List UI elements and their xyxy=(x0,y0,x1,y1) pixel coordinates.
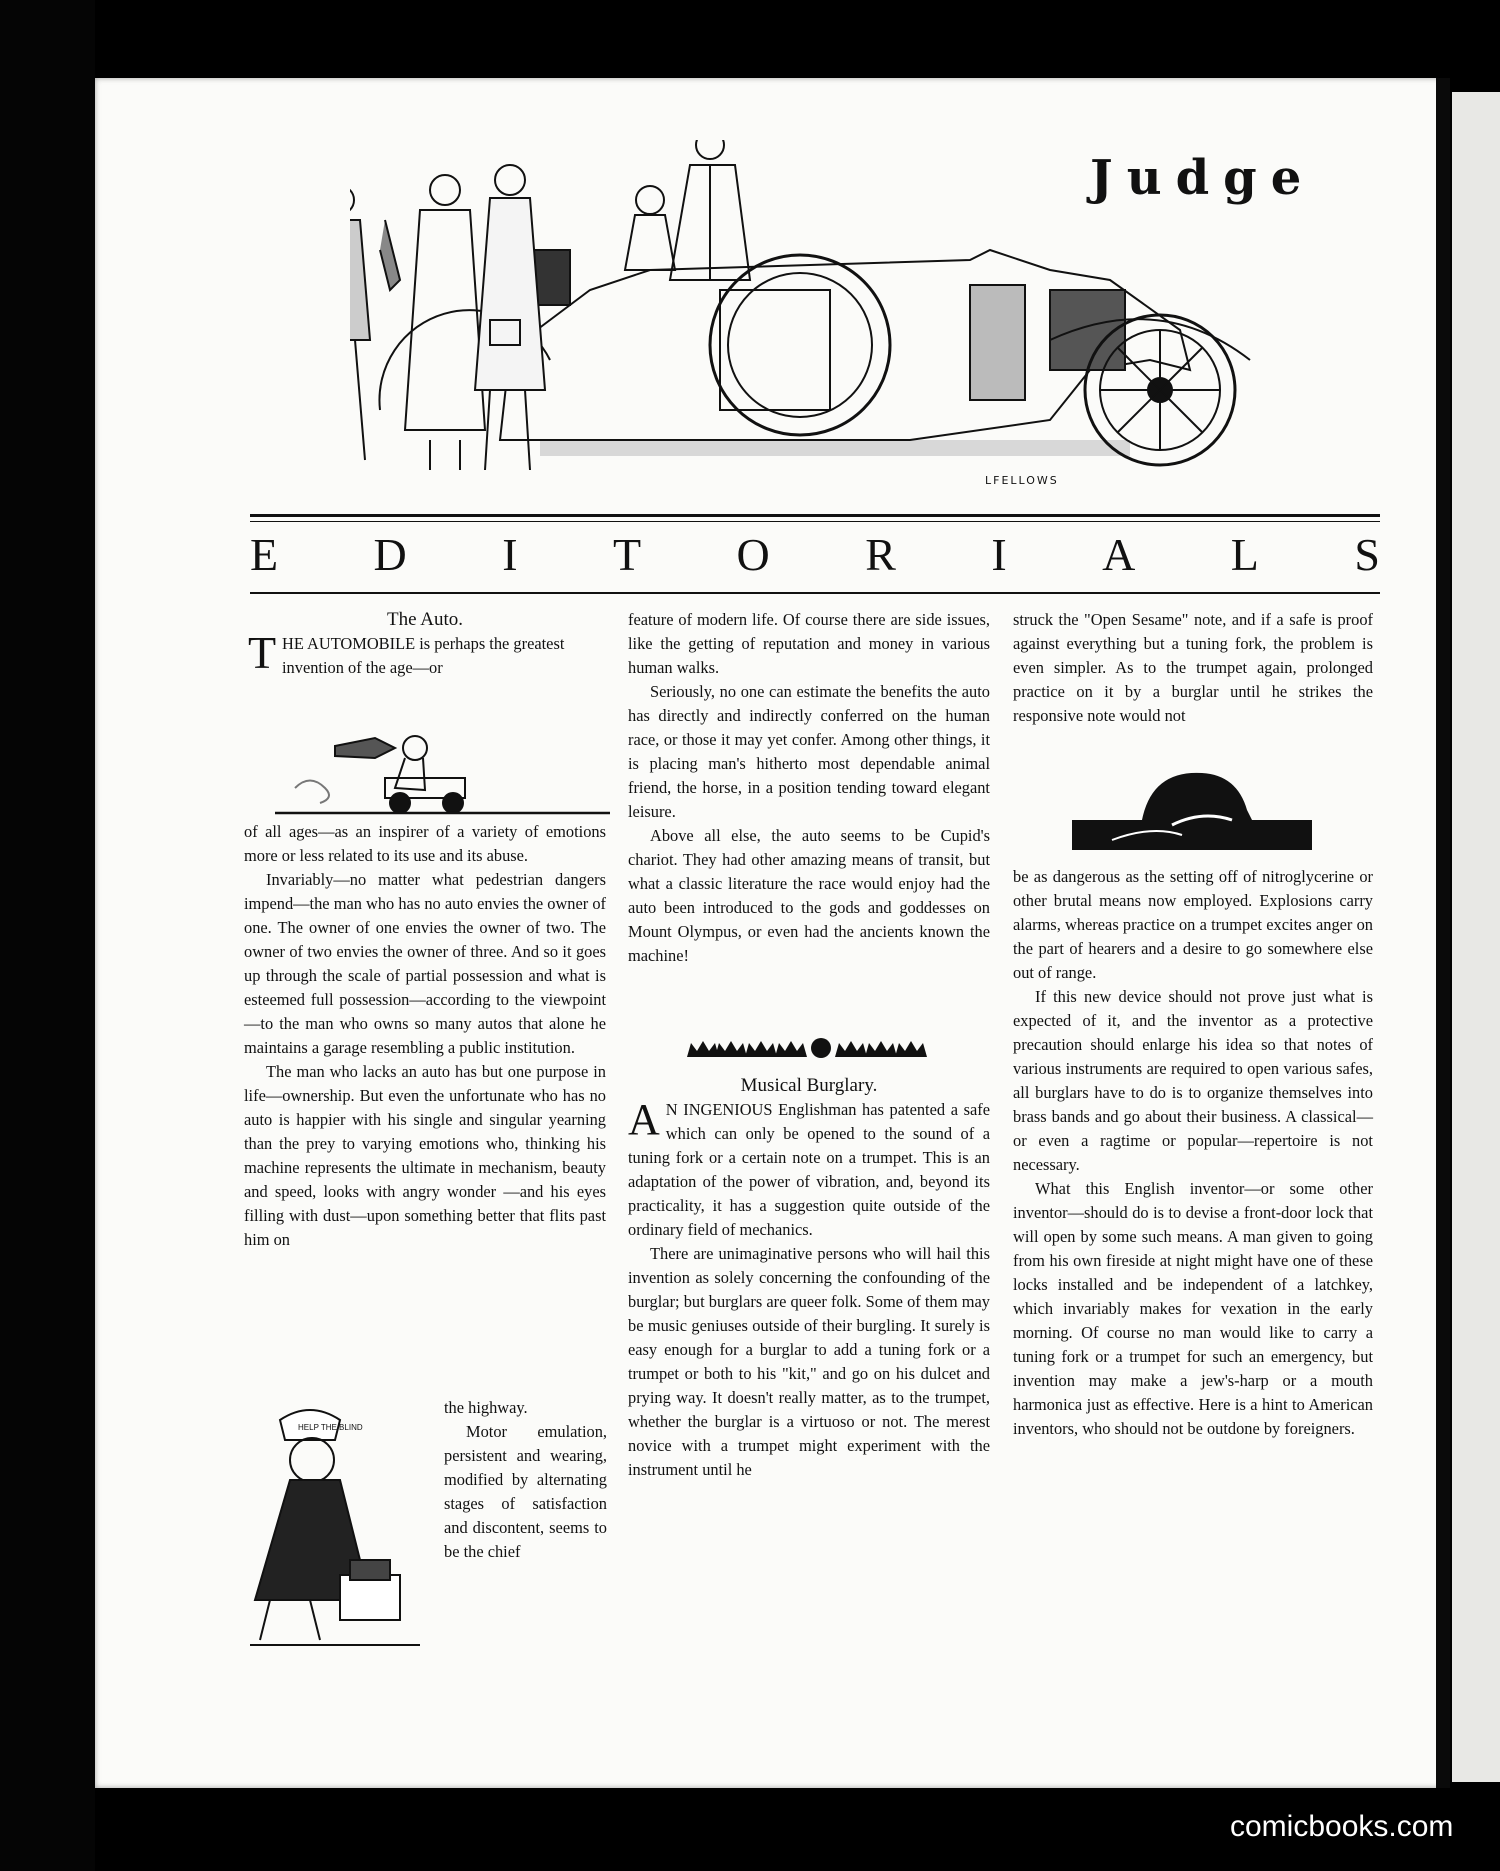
scan-border-left xyxy=(0,0,95,1871)
auto-para-3: The man who lacks an auto has but one purpose in life—ownership. But even the unfortunate who has no auto is happier with his single and singular yearning than the prey to varying emotions who, thinking his machine represents the ultimate in mechanism, beauty and speed, looks with angry wonder —and his eyes filling with dust—upon something better that flits past him on xyxy=(244,1062,606,1249)
title-rule-top-1 xyxy=(250,514,1380,517)
title-letter: T xyxy=(612,529,642,580)
burglary-col3-para-1: struck the "Open Sesame" note, and if a safe is proof against everything but a tuning fork, the problem is even simpler. As to the trumpet again, prolonged practice on it by a burglar until he strikes the responsive note would not xyxy=(1013,610,1373,725)
article-title-burglary: Musical Burglary. xyxy=(740,1075,878,1096)
column-1-beside-cartoon xyxy=(444,1396,607,1564)
column-1 xyxy=(244,608,606,680)
title-letter: A xyxy=(1102,529,1136,580)
column-2 xyxy=(628,608,990,968)
auto-para-4: Motor emulation, persistent and wearing, modified by alternating stages of satisfaction and discontent, seems to be the chief xyxy=(444,1422,607,1561)
next-page-edge xyxy=(1452,92,1500,1782)
title-letter: O xyxy=(736,529,770,580)
column-2-burglary xyxy=(628,1074,990,1482)
cartoon-cherub-car xyxy=(275,718,610,818)
burglary-col3-para-2: be as dangerous as the setting off of nitroglycerine or other brutal means now employed. Explosions carry alarms, whereas practice on a trumpet excites anger on the part of hearers and a desire to go somewhere else out of range. xyxy=(1013,867,1373,982)
dropcap-a: A xyxy=(628,1095,660,1144)
title-rule-bottom xyxy=(250,592,1380,594)
title-letter: L xyxy=(1230,529,1259,580)
section-title-editorials xyxy=(250,528,1380,581)
title-letter: I xyxy=(502,529,518,580)
title-letter: R xyxy=(865,529,896,580)
burglary-para-2: There are unimaginative persons who will hail this invention as solely concerning the confounding of the burglar; but burglars are queer folk. Some of them may be music geniuses outside of their burgling. It surely is easy enough for a burglar to add a tuning fork or a trumpet or both to his "kit," and go on his dulcet and prying way. It doesn't really matter, as to the trumpet, whether the burglar is a virtuoso or not. The merest novice with a trumpet might experiment with the instrument until he xyxy=(628,1244,990,1479)
title-letter: E xyxy=(250,529,279,580)
column-3 xyxy=(1013,608,1373,728)
title-letter: I xyxy=(991,529,1007,580)
title-rule-top-2 xyxy=(250,521,1380,522)
burglary-para-1-text: N INGENIOUS Englishman has patented a safe which can only be opened to the sound of a tuning fork or a certain note on a trumpet. This is an adaptation of the power of vibration, and, beyond its practicality, it has a suggestion quite outside of the ordinary field of mechanics. xyxy=(628,1100,990,1239)
title-letter: S xyxy=(1354,529,1380,580)
cartoon-cat-on-safe xyxy=(1072,765,1312,855)
auto-para-3-end: the highway. xyxy=(444,1398,528,1417)
auto-para-1: of all ages—as an inspirer of a variety of emotions more or less related to its use and its abuse. xyxy=(244,822,606,865)
cartoon-sign-text: HELP THE BLIND xyxy=(298,1423,363,1432)
dropcap-t: T xyxy=(248,627,277,678)
illustrator-signature: LFELLOWS xyxy=(985,474,1059,487)
title-letter: D xyxy=(373,529,407,580)
burglary-para-1 xyxy=(628,1095,990,1242)
column-3-continued xyxy=(1013,865,1373,1441)
crown-ornament xyxy=(685,1035,945,1065)
auto-col2-para-3: Above all else, the auto seems to be Cupid's chariot. They had other amazing means of transit, but what a classic literature the race would enjoy had the auto been introduced to the gods and goddesses on Mount Olympus, or even had the ancients known the machine! xyxy=(628,826,990,965)
auto-intro xyxy=(244,627,606,680)
cartoon-uncle-sam-blind xyxy=(240,1400,430,1650)
auto-para-2: Invariably—no matter what pedestrian dangers impend—the man who has no auto envies the owner of one. The owner of one envies the owner of two. The owner of two envies the owner of three. And so it goes up through the scale of partial possession and what is esteemed full possession—according to the viewpoint—to the man who owns so many autos that alone he maintains a garage resembling a public institution. xyxy=(244,870,606,1057)
masthead-title: Judge xyxy=(1090,150,1316,206)
column-1-continued xyxy=(244,820,606,1252)
watermark-text: comicbooks.com xyxy=(1230,1810,1454,1843)
burglary-col3-para-3: If this new device should not prove just what is expected of it, and the inventor as a protective precaution should enlarge his idea so that notes of various instruments are required to open various safes, all burglars have to do is to organize themselves into brass bands and go about their business. A classical— or even a ragtime or popular—repertoire is not necessary. xyxy=(1013,987,1373,1174)
header-illustration xyxy=(350,140,1300,500)
auto-col2-para-2: Seriously, no one can estimate the benefits the auto has directly and indirectly conferred on the human race, or those it may yet confer. Among other things, it is placing man's hitherto most dependable animal friend, the horse, in a position tending toward elegant leisure. xyxy=(628,682,990,821)
auto-col2-para-1: feature of modern life. Of course there are side issues, like the getting of reputation and money in various human walks. xyxy=(628,610,990,677)
page-gutter xyxy=(1436,78,1450,1788)
auto-intro-text: HE AUTOMOBILE is perhaps the greatest invention of the age—or xyxy=(282,634,565,677)
burglary-col3-para-4: What this English inventor—or some other inventor—should do is to devise a front-door lock that will open by some such means. A man given to going from his own fireside at night might have one of these locks installed and be independent of a latchkey, which invariably makes for vexation in the early morning. Of course no man would like to carry a tuning fork or a trumpet for such an emergency, but invention may make a jew's-harp or a mouth harmonica just as effective. Here is a hint to American inventors, who should not be outdone by foreigners. xyxy=(1013,1179,1373,1438)
article-title-auto: The Auto. xyxy=(387,609,463,630)
